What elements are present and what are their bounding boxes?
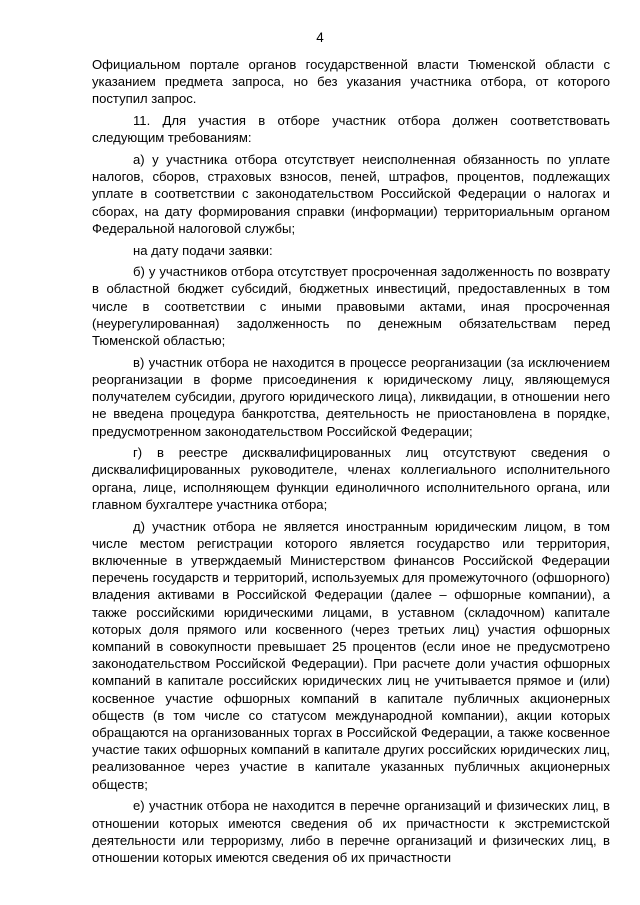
paragraph-subitem-v: в) участник отбора не находится в процессе реорганизации (за исключением реорганизации в форме присоединения к юридическому лицу, являющемуся получателем субсидии, другого юридического лица), ликвидации, в отношении него не введена процедура банкротства, деятельность не приостановлена в порядке, предусмотренном законодательством Российской Федерации; [92, 354, 610, 439]
paragraph-subitem-g: г) в реестре дисквалифицированных лиц отсутствуют сведения о дисквалифицированных руководителе, членах коллегиального исполнительного органа, лице, исполняющем функции единоличного исполнительного органа, или главном бухгалтере участника отбора; [92, 445, 610, 512]
paragraph-subitem-a: а) у участника отбора отсутствует неисполненная обязанность по уплате налогов, сборов, страховых взносов, пеней, штрафов, процентов, подлежащих уплате в соответствии с законодательством Российской Федерации о налогах и сборах, на дату формирования справки (информации) территориальным органом Федеральной налоговой службы; [92, 152, 610, 236]
paragraph-item-11: 11. Для участия в отборе участник отбора должен соответствовать следующим требованиям: [92, 113, 610, 146]
paragraph-subitem-d: д) участник отбора не является иностранным юридическим лицом, в том числе местом регистрации которого является государство или территория, включенные в утверждаемый Министерством финансов Российской Федерации перечень государств и территорий, используемых для промежуточного (офшорного) владения активами в Российской Федерации (далее – офшорные компании), а также российскими юридическими лицами, в уставном (складочном) капитале которых доля прямого или косвенного (через третьих лиц) участия офшорных компаний в совокупности превышает 25 процентов (если иное не предусмотрено законодательством Российской Федерации). При расчете доли участия офшорных компаний в капитале российских юридических лиц не учитывается прямое и (или) косвенное участие офшорных компаний в капитале публичных акционерных обществ (в том числе со статусом международной компании), акции которых обращаются на организованных торгах в Российской Федерации, а также косвенное участие таких офшорных компаний в капитале других российских юридических лиц, реализованное через участие в капитале указанных публичных акционерных обществ; [92, 518, 610, 792]
paragraph-continuation: Официальном портале органов государственной власти Тюменской области с указанием предмета запроса, но без указания участника отбора, от которого поступил запрос. [92, 57, 610, 107]
paragraph-application-date: на дату подачи заявки: [133, 242, 273, 258]
document-body [92, 56, 610, 871]
paragraph-subitem-e: е) участник отбора не находится в перечне организаций и физических лиц, в отношении которых имеются сведения об их причастности к экстремистской деятельности или терроризму, либо в перечне организаций и физических лиц, в отношении которых имеются сведения об их причастности [92, 798, 610, 865]
paragraph-subitem-b: б) у участников отбора отсутствует просроченная задолженность по возврату в областной бюджет субсидий, бюджетных инвестиций, предоставленных в том числе в соответствии с иными правовыми актами, иная просроченная (неурегулированная) задолженность по денежным обязательствам перед Тюменской областью; [92, 264, 610, 349]
page-number: 4 [316, 30, 324, 45]
